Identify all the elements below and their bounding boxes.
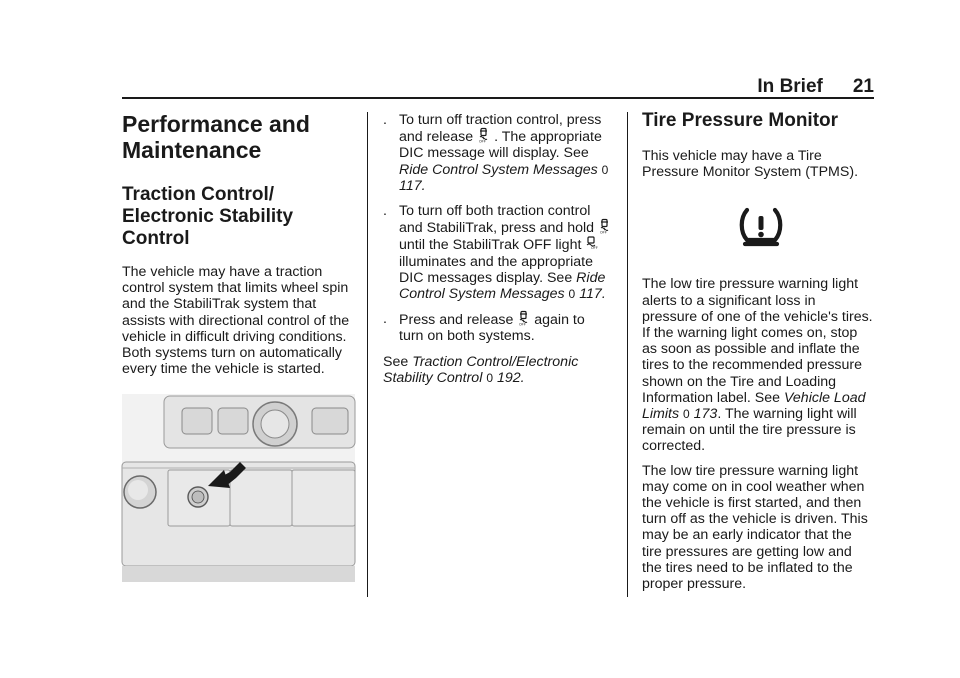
left-column: [122, 100, 357, 582]
traction-control-off-icon: [599, 219, 610, 234]
column-divider-1: [367, 112, 368, 597]
subsection-heading: Traction Control/ Electronic Stability Control: [122, 184, 294, 249]
page-reference[interactable]: 173: [693, 406, 718, 423]
svg-text:OFF: OFF: [519, 322, 527, 327]
punctuation: .: [601, 286, 606, 303]
paragraph-text: . The warning light will remain on until the tire pressure is corrected.: [642, 406, 857, 455]
column-divider-2: [627, 112, 628, 597]
cross-reference-link[interactable]: Traction Control/Electronic Stability Control: [383, 353, 579, 386]
bullet-marker: .: [383, 311, 387, 328]
dashboard-photo: [122, 394, 355, 582]
svg-text:OFF: OFF: [591, 246, 599, 251]
list-item-text: To turn off both traction control and StabiliTrak, press and hold: [399, 203, 595, 237]
page-number: 21: [852, 76, 874, 97]
dashboard-switch-illustration: [122, 394, 355, 582]
see-label: See: [383, 353, 409, 370]
page-ref-icon: 0: [568, 287, 576, 302]
bullet-marker: .: [383, 203, 387, 220]
section-title: In Brief: [757, 76, 823, 97]
list-item-text: To turn off traction control, press and release: [399, 112, 602, 146]
list-item-text: illuminates and the appropriate DIC messages display. See: [399, 253, 594, 286]
page-ref-icon: 0: [601, 162, 609, 177]
paragraph-text: The low tire pressure warning light alerts to a significant loss in pressure of one of the vehicle's tires. If the warning light comes on, stop as soon as possible and inflate the tires to the recommended pressure shown on the Tire and Loading Information label. See: [642, 276, 873, 406]
see-also-paragraph: [383, 354, 613, 386]
tpms-icon-container: [738, 206, 874, 248]
page-ref-icon: 0: [486, 370, 493, 385]
tpms-paragraph-1: [642, 276, 874, 454]
list-item-text: again to turn on both systems.: [399, 312, 585, 345]
page-reference[interactable]: 117: [579, 286, 602, 303]
bullet-marker: .: [383, 112, 387, 128]
right-column: [642, 100, 874, 592]
traction-bullet-list: [383, 112, 613, 345]
traction-intro-paragraph: The vehicle may have a traction control system that limits wheel spin and the StabiliTrak system that assists with directional control of the vehicle in difficult driving conditions. Both systems turn on automatically every time the vehicle is started.: [122, 264, 350, 378]
tpms-paragraph-2: The low tire pressure warning light may come on in cool weather when the vehicle is first started, and then turn off as the vehicle is driven. This may be an early indicator that the tire pressures are getting low and the tires need to be inflated to the proper pressure.: [642, 462, 868, 593]
list-item-text: Press and release: [399, 312, 514, 329]
cross-reference-link[interactable]: Ride Control System Messages: [399, 269, 606, 303]
section-heading: Performance and Maintenance: [122, 111, 310, 163]
traction-control-off-icon: [518, 311, 529, 326]
page-reference[interactable]: 117: [399, 177, 422, 194]
cross-reference-link[interactable]: Ride Control System Messages: [399, 161, 598, 178]
tpms-intro-paragraph: This vehicle may have a Tire Pressure Monitor System (TPMS).: [642, 148, 859, 181]
list-item: [383, 203, 613, 302]
punctuation: .: [520, 369, 525, 386]
middle-column: [383, 100, 613, 386]
page-header: [122, 66, 874, 98]
traction-control-off-icon: [478, 128, 489, 143]
list-item: [383, 112, 613, 194]
tpms-warning-icon: [738, 206, 784, 248]
stabilitrak-off-icon: [586, 236, 597, 251]
punctuation: .: [421, 177, 426, 194]
header-rule: [122, 97, 874, 99]
list-item-text: until the StabiliTrak OFF light: [399, 237, 582, 254]
list-item-text: . The appropriate DIC message will display. See: [399, 129, 602, 162]
svg-text:OFF: OFF: [600, 230, 607, 235]
page-ref-icon: 0: [683, 407, 690, 422]
page-reference[interactable]: 192: [496, 369, 521, 386]
cross-reference-link[interactable]: Vehicle Load Limits: [642, 389, 866, 423]
tpms-heading: Tire Pressure Monitor: [642, 110, 839, 131]
svg-text:OFF: OFF: [479, 139, 486, 144]
list-item: [383, 311, 613, 344]
